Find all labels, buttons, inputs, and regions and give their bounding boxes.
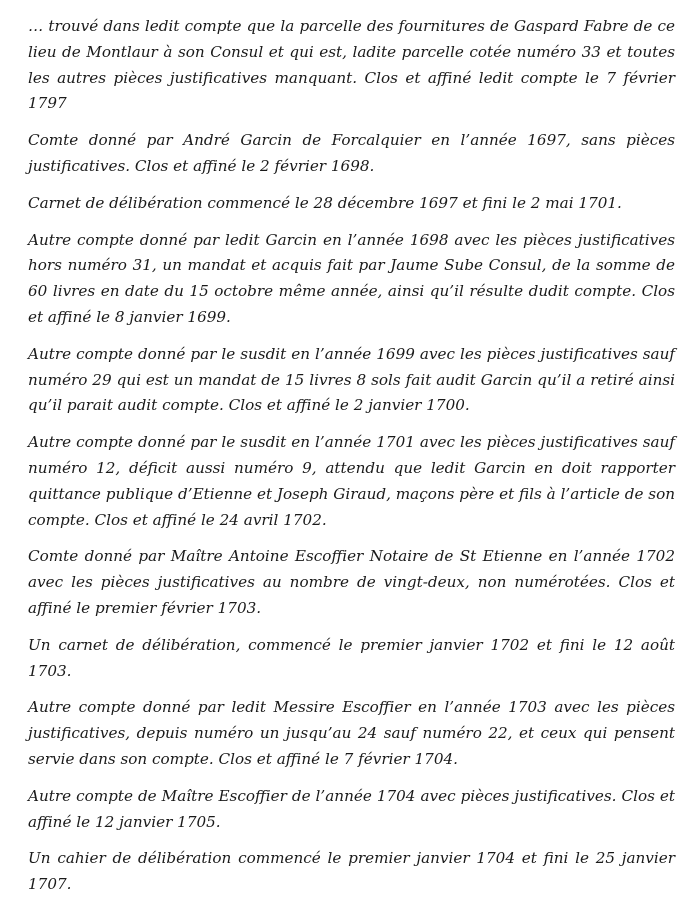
paragraph-10: Autre compte de Maître Escoffier de l’année 1704 avec pièces justificatives. Clos et affiné le 12 janvier 1705. xyxy=(28,786,675,831)
paragraph-1: … trouvé dans ledit compte que la parcelle des fournitures de Gaspard Fabre de ce lieu de Montlaur à son Consul et qui est, ladite parcelle cotée numéro 33 et toutes les autres pièces justificatives manquant. Clos et affiné ledit compte le 7 février 1797 xyxy=(28,17,675,113)
paragraph-7: Comte donné par Maître Antoine Escoffier Notaire de St Etienne en l’année 1702 avec les pièces justificatives au nombre de vingt-deux, non numérotées. Clos et affiné le premier février 1703. xyxy=(28,547,675,617)
paragraph-11: Un cahier de délibération commencé le premier janvier 1704 et fini le 25 janvier 1707. xyxy=(28,849,675,894)
paragraph-3: Carnet de délibération commencé le 28 décembre 1697 et fini le 2 mai 1701. xyxy=(28,193,622,212)
paragraph-5: Autre compte donné par le susdit en l’année 1699 avec les pièces justificatives sauf numéro 29 qui est un mandat de 15 livres 8 sols fait audit Garcin qu’il a retiré ainsi qu’il parait audit compte. Clos et affiné le 2 janvier 1700. xyxy=(28,344,675,415)
paragraph-2: Comte donné par André Garcin de Forcalquier en l’année 1697, sans pièces justificatives. Clos et affiné le 2 février 1698. xyxy=(28,131,675,175)
paragraph-4: Autre compte donné par ledit Garcin en l’année 1698 avec les pièces justificatives hors numéro 31, un mandat et acquis fait par Jaume Sube Consul, de la somme de 60 livres en date du 15 octobre même année, ainsi qu’il résulte dudit compte. Clos et affiné le 8 janvier 1699. xyxy=(28,230,675,326)
paragraph-9: Autre compte donné par ledit Messire Escoffier en l’année 1703 avec les pièces justificatives, depuis numéro un jusqu’au 24 sauf numéro 22, et ceux qui pensent servie dans son compte. Clos et affiné le 7 février 1704. xyxy=(28,698,675,768)
paragraph-8: Un carnet de délibération, commencé le premier janvier 1702 et fini le 12 août 1703. xyxy=(28,635,675,680)
paragraph-6: Autre compte donné par le susdit en l’année 1701 avec les pièces justificatives sauf numéro 12, déficit aussi numéro 9, attendu que ledit Garcin en doit rapporter quittance publique d’Etienne et Joseph Giraud, maçons père et fils à l’article de son compte. Clos et affiné le 24 avril 1702. xyxy=(28,433,675,529)
